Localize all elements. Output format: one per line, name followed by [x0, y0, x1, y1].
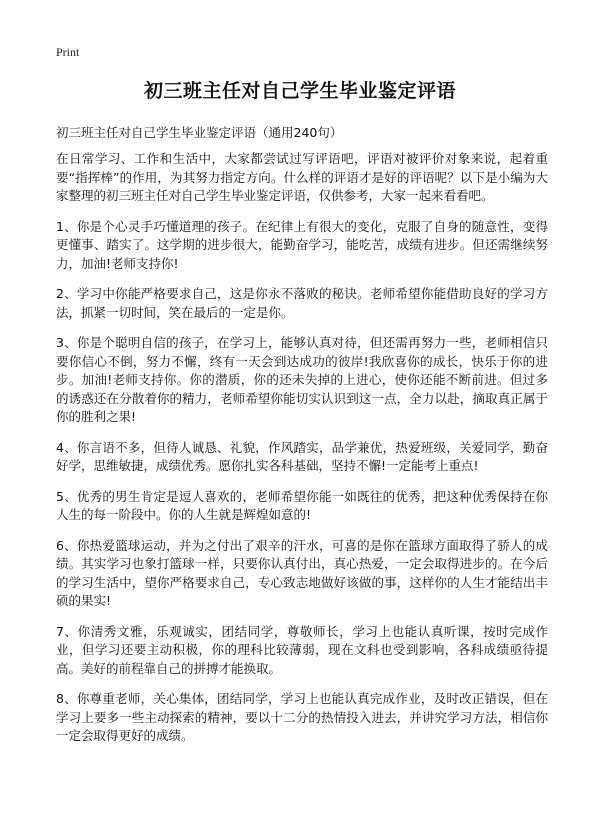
intro-paragraph: 在日常学习、工作和生活中，大家都尝试过写评语吧，评语对被评价对象来说，起着重要“指挥棒”的作用，为其努力指定方向。什么样的评语才是好的评语呢？以下是小编为大家整理的初三班主任对自己学生毕业鉴定评语，仅供参考，大家一起来看看吧。 — [56, 151, 548, 203]
comment-paragraph-8: 8、你尊重老师，关心集体，团结同学，学习上也能认真完成作业，及时改正错误，但在学习上要多一些主动探索的精神，要以十二分的热情投入进去，并讲究学习方法，相信你一定会取得更好的成绩。 — [56, 691, 548, 743]
comment-paragraph-6: 6、你热爱篮球运动，并为之付出了艰辛的汗水，可喜的是你在篮球方面取得了骄人的成绩。其实学习也象打篮球一样，只要你认真付出，真心热爱，一定会取得进步的。在今后的学习生活中，望你严格要求自己，专心致志地做好该做的事，这样你的人生才能结出丰硕的果实! — [56, 537, 548, 608]
document-body — [56, 150, 548, 758]
comment-paragraph-3: 3、你是个聪明自信的孩子，在学习上，能够认真对待，但还需再努力一些，老师相信只要你信心不倒，努力不懈，终有一天会到达成功的彼岸!我欣喜你的成长，快乐于你的进步。加油!老师支持你。你的潜质，你的还未失掉的上进心，使你还能不断前进。但过多的诱惑还在分散着你的精力，老师希望你能切实认识到这一点，全力以赴，摘取真正属于你的胜利之果! — [56, 335, 548, 424]
print-link[interactable]: Print — [56, 45, 80, 59]
comment-paragraph-2: 2、学习中你能严格要求自己，这是你永不落败的秘诀。老师希望你能借助良好的学习方法，抓紧一切时间，笑在最后的一定是你。 — [56, 286, 548, 320]
page-title: 初三班主任对自己学生毕业鉴定评语 — [143, 80, 456, 102]
comment-paragraph-5: 5、优秀的男生肯定是逗人喜欢的，老师希望你能一如既往的优秀，把这种优秀保持在你人生的每一阶段中。你的人生就是辉煌如意的! — [56, 488, 548, 522]
comment-paragraph-7: 7、你清秀文雅，乐观诚实，团结同学，尊敬师长，学习上也能认真听课，按时完成作业，但学习还要主动积极，你的理科比较薄弱，现在文科也受到影响，各科成绩亟待提高。美好的前程靠自己的拼搏才能换取。 — [56, 623, 548, 676]
comment-paragraph-1: 1、你是个心灵手巧懂道理的孩子。在纪律上有很大的变化，克服了自身的随意性，变得更懂事、踏实了。这学期的进步很大，能勤奋学习，能吃苦，成绩有进步。但还需继续努力，加油!老师支持你! — [56, 218, 548, 271]
comment-paragraph-4: 4、你言语不多，但待人诚恳、礼貌，作风踏实，品学兼优，热爱班级，关爱同学，勤奋好学，思维敏捷，成绩优秀。愿你扎实各科基础，坚持不懈!一定能考上重点! — [56, 439, 548, 473]
document-subtitle: 初三班主任对自己学生毕业鉴定评语（通用240句） — [56, 125, 343, 140]
